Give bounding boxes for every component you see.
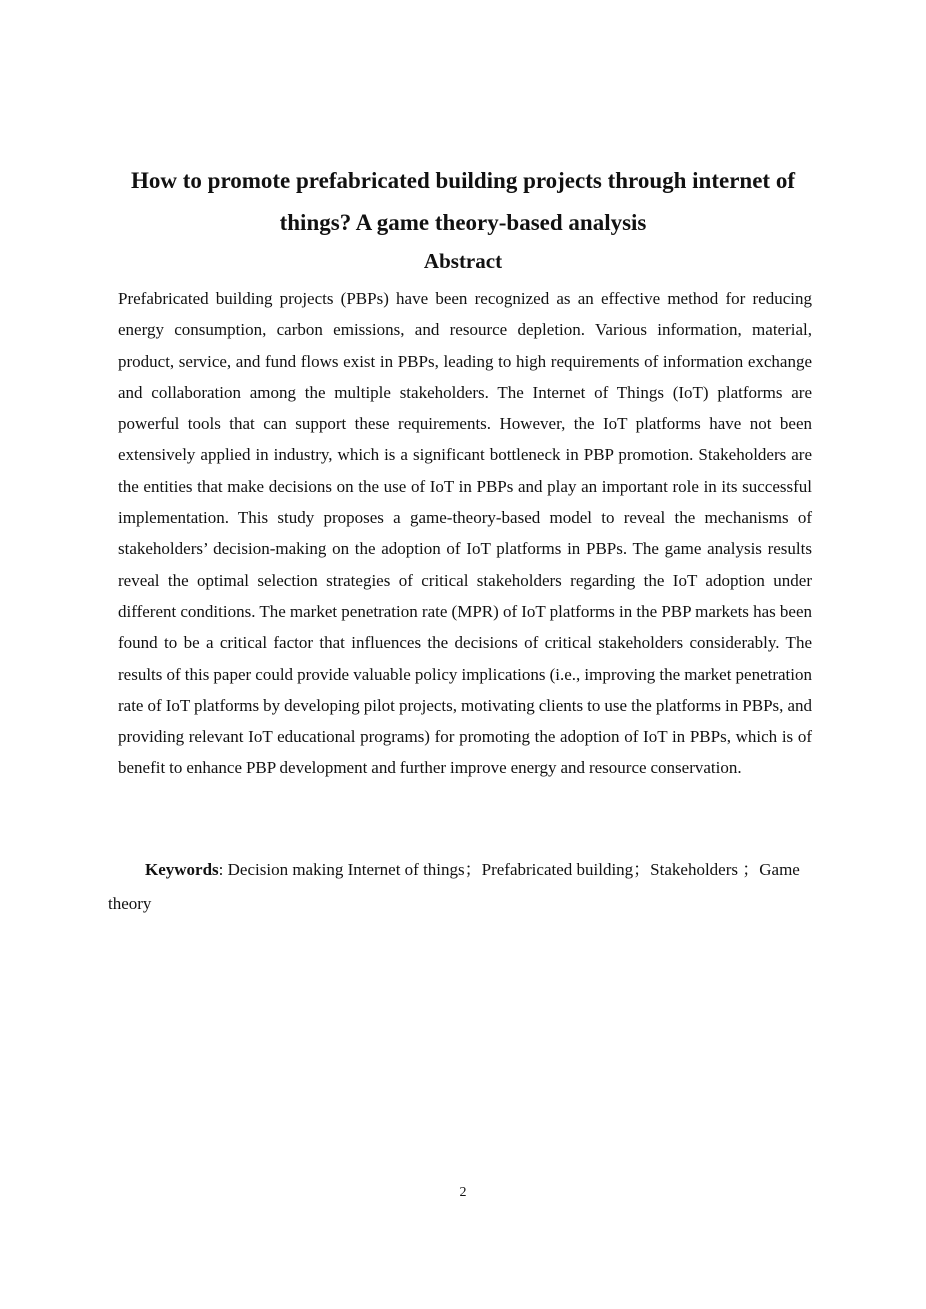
- keywords-label: Keywords: [145, 860, 219, 879]
- keywords-text: : Decision making Internet of things；Prefabricated building；Stakeholders ；Game theory: [108, 860, 800, 913]
- paper-title: How to promote prefabricated building projects through internet of things? A game theory-based analysis: [131, 168, 795, 235]
- page-number: 2: [459, 1185, 467, 1200]
- abstract-body: Prefabricated building projects (PBPs) have been recognized as an effective method for reducing energy consumption, carbon emissions, and resource depletion. Various information, material, product, service, and fund flows exist in PBPs, leading to high requirements of information exchange and collaboration among the multiple stakeholders. The Internet of Things (IoT) platforms are powerful tools that can support these requirements. However, the IoT platforms have not been extensively applied in industry, which is a significant bottleneck in PBP promotion. Stakeholders are the entities that make decisions on the use of IoT in PBPs and play an important role in its successful implementation. This study proposes a game-theory-based model to reveal the mechanisms of stakeholders’ decision-making on the adoption of IoT platforms in PBPs. The game analysis results reveal the optimal selection strategies of critical stakeholders regarding the IoT adoption under different conditions. The market penetration rate (MPR) of IoT platforms in the PBP markets has been found to be a critical factor that influences the decisions of critical stakeholders considerably. The results of this paper could provide valuable policy implications (i.e., improving the market penetration rate of IoT platforms by developing pilot projects, motivating clients to use the platforms in PBPs, and providing relevant IoT educational programs) for promoting the adoption of IoT in PBPs, which is of benefit to enhance PBP development and further improve energy and resource conservation.: [118, 289, 812, 778]
- abstract-heading: Abstract: [423, 249, 503, 273]
- keywords-line: [108, 853, 808, 921]
